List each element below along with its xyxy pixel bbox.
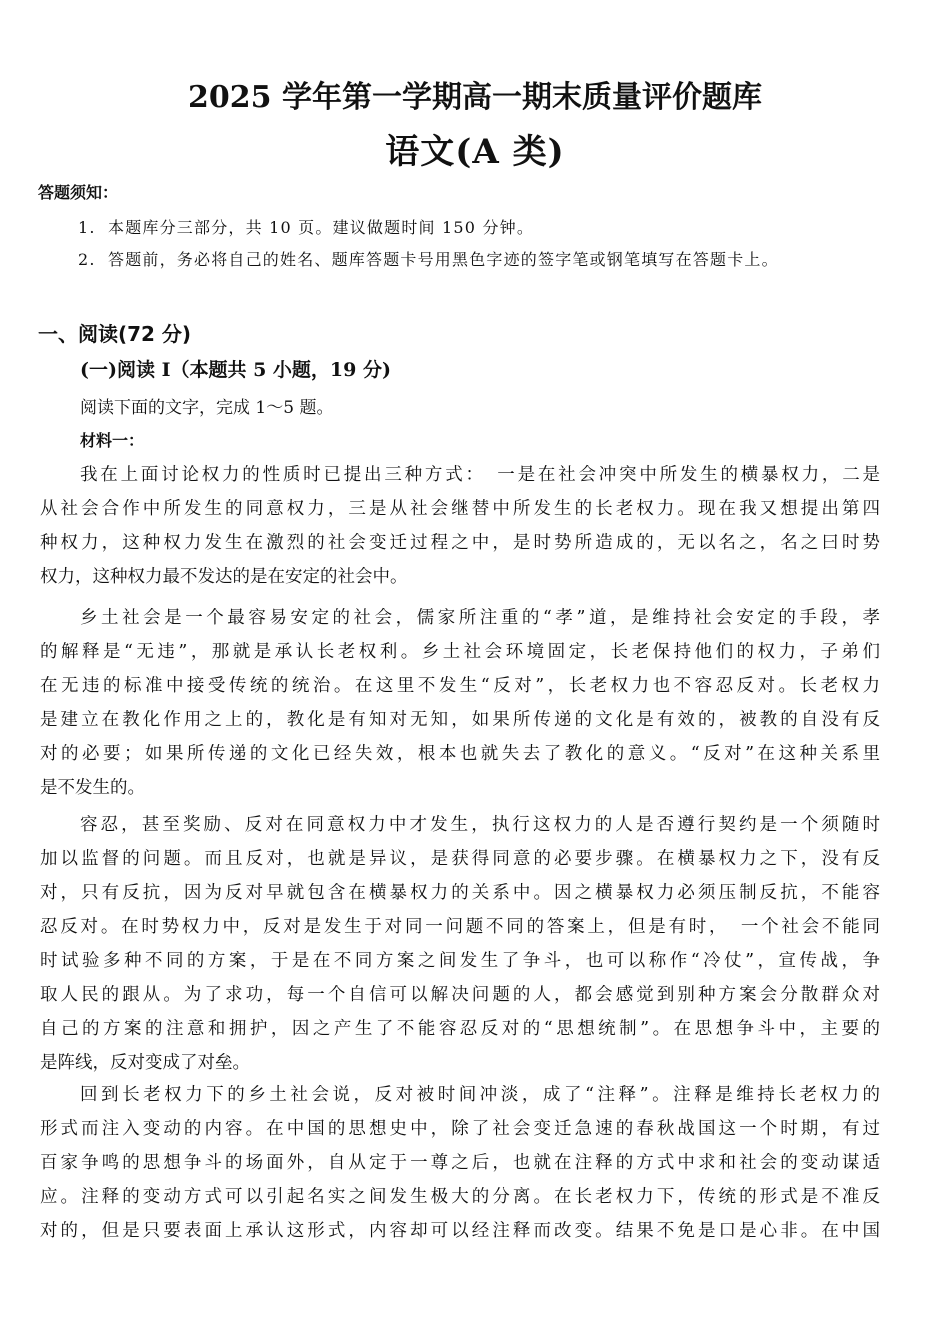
notice-item (78, 215, 534, 238)
paragraph-line: 忍反对。在时势权力中，反对是发生于对同一问题不同的答案上，但是有时， 一个社会不能同 (40, 917, 880, 937)
paragraph-line: 在无违的标准中接受传统的统治。在这里不发生“反对”，长老权力也不容忍反对。长老权力 (40, 676, 880, 696)
paragraph-line: 的解释是“无违”，那就是承认长老权利。乡土社会环境固定，长老保持他们的权力，子弟们 (40, 642, 880, 662)
paragraph-line: 自己的方案的注意和拥护，因之产生了不能容忍反对的“思想统制”。在思想争斗中，主要的 (40, 1019, 880, 1039)
paragraph (40, 601, 880, 805)
paragraph-line: 应。注释的变动方式可以引起名实之间发生极大的分离。在长老权力下，传统的形式是不准反 (40, 1187, 880, 1207)
notice-item-text: 答题前，务必将自己的姓名、题库答题卡号用黑色字迹的签字笔或钢笔填写在答题卡上。 (108, 250, 779, 269)
notice-item-number: 1. (78, 218, 96, 237)
paragraph-line: 是不发生的。 (40, 778, 145, 798)
paragraph-line: 种权力，这种权力发生在激烈的社会变迁过程之中，是时势所造成的，无以名之，名之曰时势 (40, 533, 880, 553)
paragraph (40, 808, 880, 1080)
paragraph-line: 对的必要；如果所传递的文化已经失效，根本也就失去了教化的意义。“反对”在这种关系里 (40, 744, 880, 764)
exam-subtitle: 语文(A 类) (385, 132, 565, 172)
subsection-heading: (一)阅读 I（本题共 5 小题，19 分) (80, 359, 391, 381)
paragraph-line: 回到长老权力下的乡土社会说，反对被时间冲淡，成了“注释”。注释是维持长老权力的 (80, 1085, 880, 1105)
paragraph-line: 乡土社会是一个最容易安定的社会，儒家所注重的“孝”道，是维持社会安定的手段，孝 (80, 608, 880, 628)
paragraph-line: 容忍，甚至奖励、反对在同意权力中才发生，执行这权力的人是否遵行契约是一个须随时 (80, 815, 880, 835)
paragraph-line: 是建立在教化作用之上的，教化是有知对无知，如果所传递的文化是有效的，被教的自没有反 (40, 710, 880, 730)
exam-title: 2025 学年第一学期高一期末质量评价题库 (188, 80, 762, 115)
paragraph-line: 加以监督的问题。而且反对，也就是异议，是获得同意的必要步骤。在横暴权力之下，没有反 (40, 849, 880, 869)
paragraph (40, 458, 880, 594)
section-heading: 一、阅读(72 分) (38, 322, 192, 346)
paragraph-line: 对的，但是只要表面上承认这形式，内容却可以经注释而改变。结果不免是口是心非。在中国 (40, 1221, 880, 1241)
paragraph-line: 从社会合作中所发生的同意权力，三是从社会继替中所发生的长老权力。现在我又想提出第四 (40, 499, 880, 519)
notice-item-text: 本题库分三部分，共 10 页。建议做题时间 150 分钟。 (108, 218, 535, 237)
paragraph-line: 权力，这种权力最不发达的是在安定的社会中。 (40, 567, 408, 587)
notice-heading: 答题须知： (38, 183, 119, 202)
paragraph-line: 我在上面讨论权力的性质时已提出三种方式： 一是在社会冲突中所发生的横暴权力，二是 (80, 465, 880, 485)
paragraph-line: 百家争鸣的思想争斗的场面外，自从定于一尊之后，也就在注释的方式中求和社会的变动谋适 (40, 1153, 880, 1173)
paragraph-line: 形式而注入变动的内容。在中国的思想史中，除了社会变迁急速的春秋战国这一个时期，有过 (40, 1119, 880, 1139)
notice-item-number: 2. (78, 250, 96, 269)
paragraph-line: 取人民的跟从。为了求功，每一个自信可以解决问题的人，都会感觉到别种方案会分散群众对 (40, 985, 880, 1005)
paragraph-line: 是阵线，反对变成了对垒。 (40, 1053, 250, 1073)
paragraph-line: 时试验多种不同的方案，于是在不同方案之间发生了争斗，也可以称作“冷仗”，宣传战，争 (40, 951, 880, 971)
paragraph-line: 对，只有反抗，因为反对早就包含在横暴权力的关系中。因之横暴权力必须压制反抗，不能容 (40, 883, 880, 903)
paragraph (40, 1078, 880, 1248)
reading-instruction: 阅读下面的文字，完成 1～5 题。 (80, 398, 334, 418)
material-label: 材料一： (80, 431, 145, 450)
notice-item (78, 247, 779, 270)
